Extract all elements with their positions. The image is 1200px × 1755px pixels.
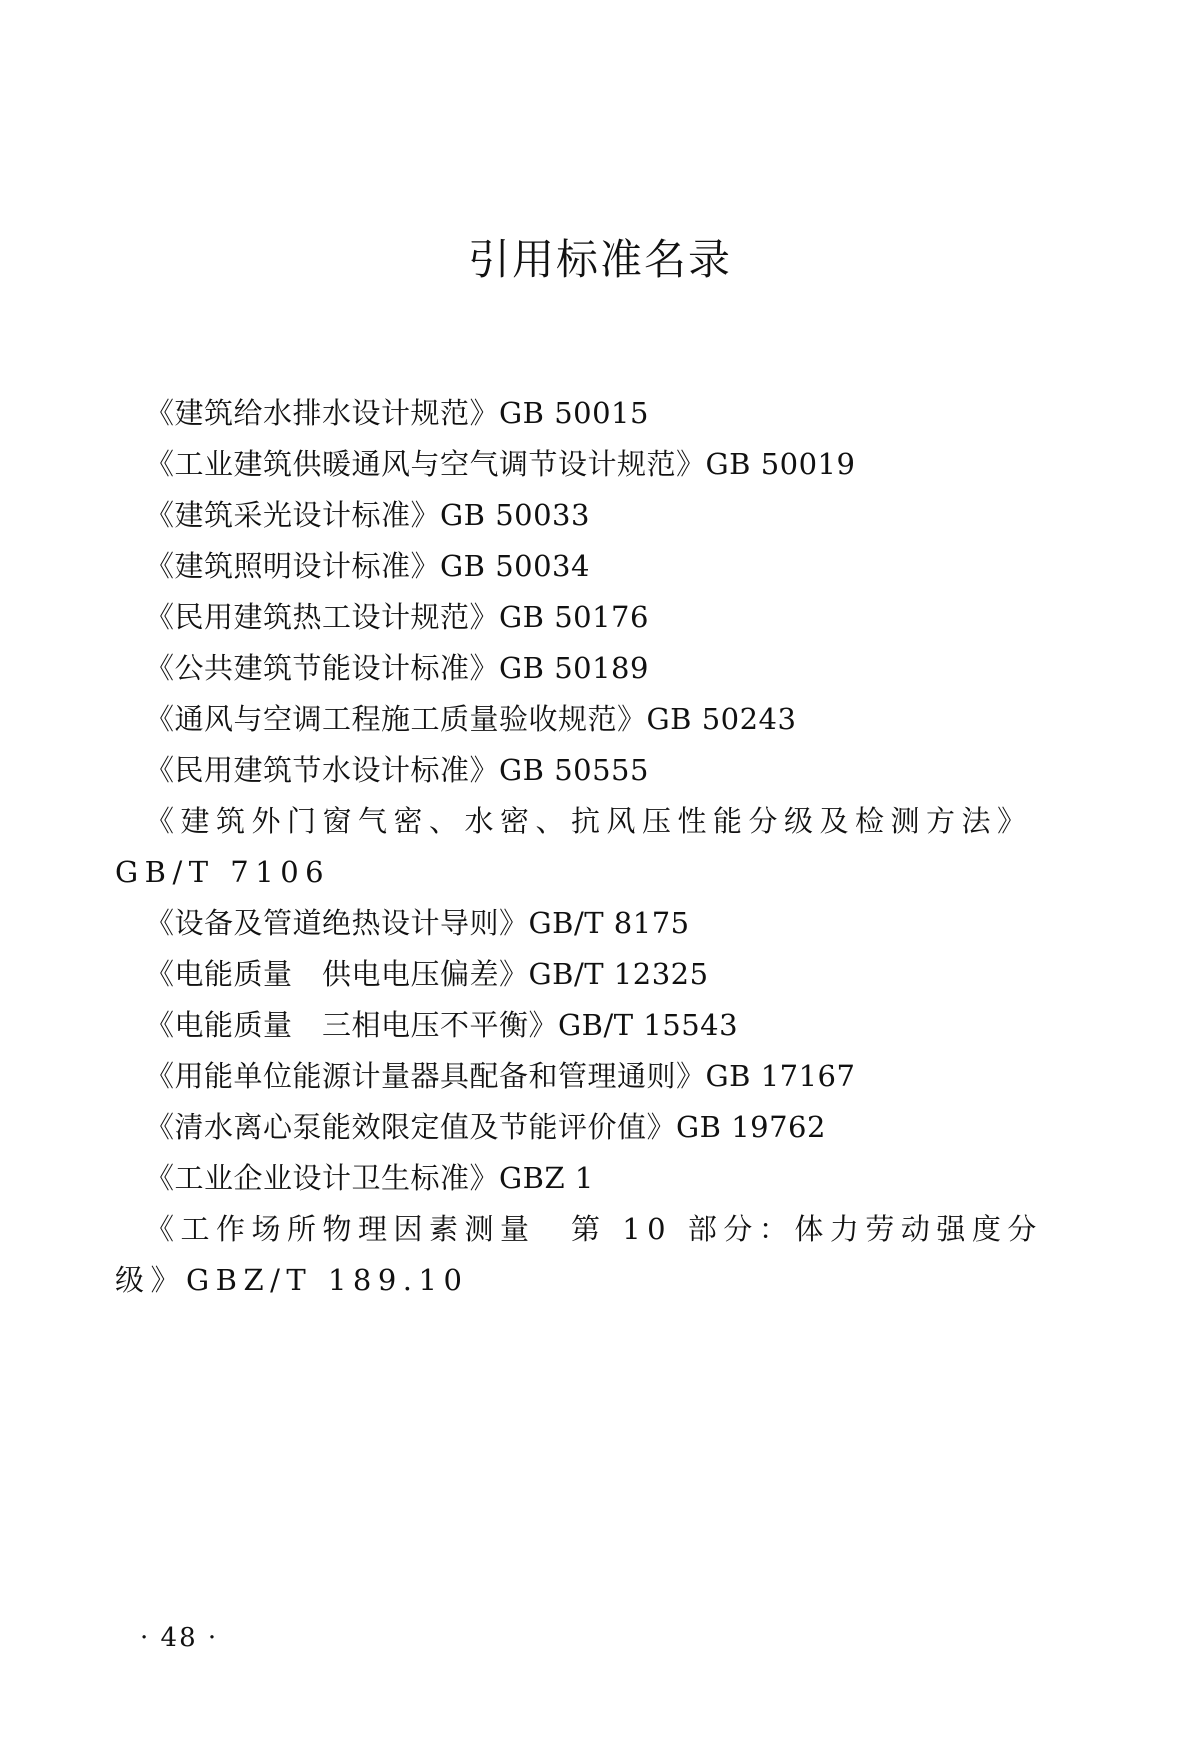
reference-item: 《工业企业设计卫生标准》GBZ 1	[145, 1161, 594, 1195]
reference-item: 《民用建筑节水设计标准》GB 50555	[145, 753, 649, 787]
reference-item: 《建筑照明设计标准》GB 50034	[145, 549, 590, 583]
reference-item: 《设备及管道绝热设计导则》GB/T 8175	[145, 906, 690, 940]
reference-item: 《电能质量 三相电压不平衡》GB/T 15543	[145, 1008, 739, 1042]
reference-list	[115, 388, 1085, 1306]
reference-item: 《通风与空调工程施工质量验收规范》GB 50243	[145, 702, 797, 736]
reference-item	[115, 1204, 1085, 1306]
reference-item: 《建筑采光设计标准》GB 50033	[145, 498, 590, 532]
reference-item: 《建筑给水排水设计规范》GB 50015	[145, 396, 649, 430]
page-title: 引用标准名录	[467, 235, 732, 284]
reference-item-text: 《建筑外门窗气密、水密、抗风压性能分级及检测方法》GB/T 7106	[115, 804, 1033, 889]
reference-item: 《电能质量 供电电压偏差》GB/T 12325	[145, 957, 709, 991]
page-number: · 48 ·	[140, 1623, 219, 1653]
reference-item-text: 《工作场所物理因素测量 第 10 部分：体力劳动强度分级》GBZ/T 189.10	[115, 1212, 1043, 1297]
reference-item: 《清水离心泵能效限定值及节能评价值》GB 19762	[145, 1110, 826, 1144]
reference-item: 《用能单位能源计量器具配备和管理通则》GB 17167	[145, 1059, 856, 1093]
reference-item	[115, 796, 1085, 898]
reference-item: 《工业建筑供暖通风与空气调节设计规范》GB 50019	[145, 447, 856, 481]
reference-item: 《民用建筑热工设计规范》GB 50176	[145, 600, 649, 634]
reference-item: 《公共建筑节能设计标准》GB 50189	[145, 651, 649, 685]
